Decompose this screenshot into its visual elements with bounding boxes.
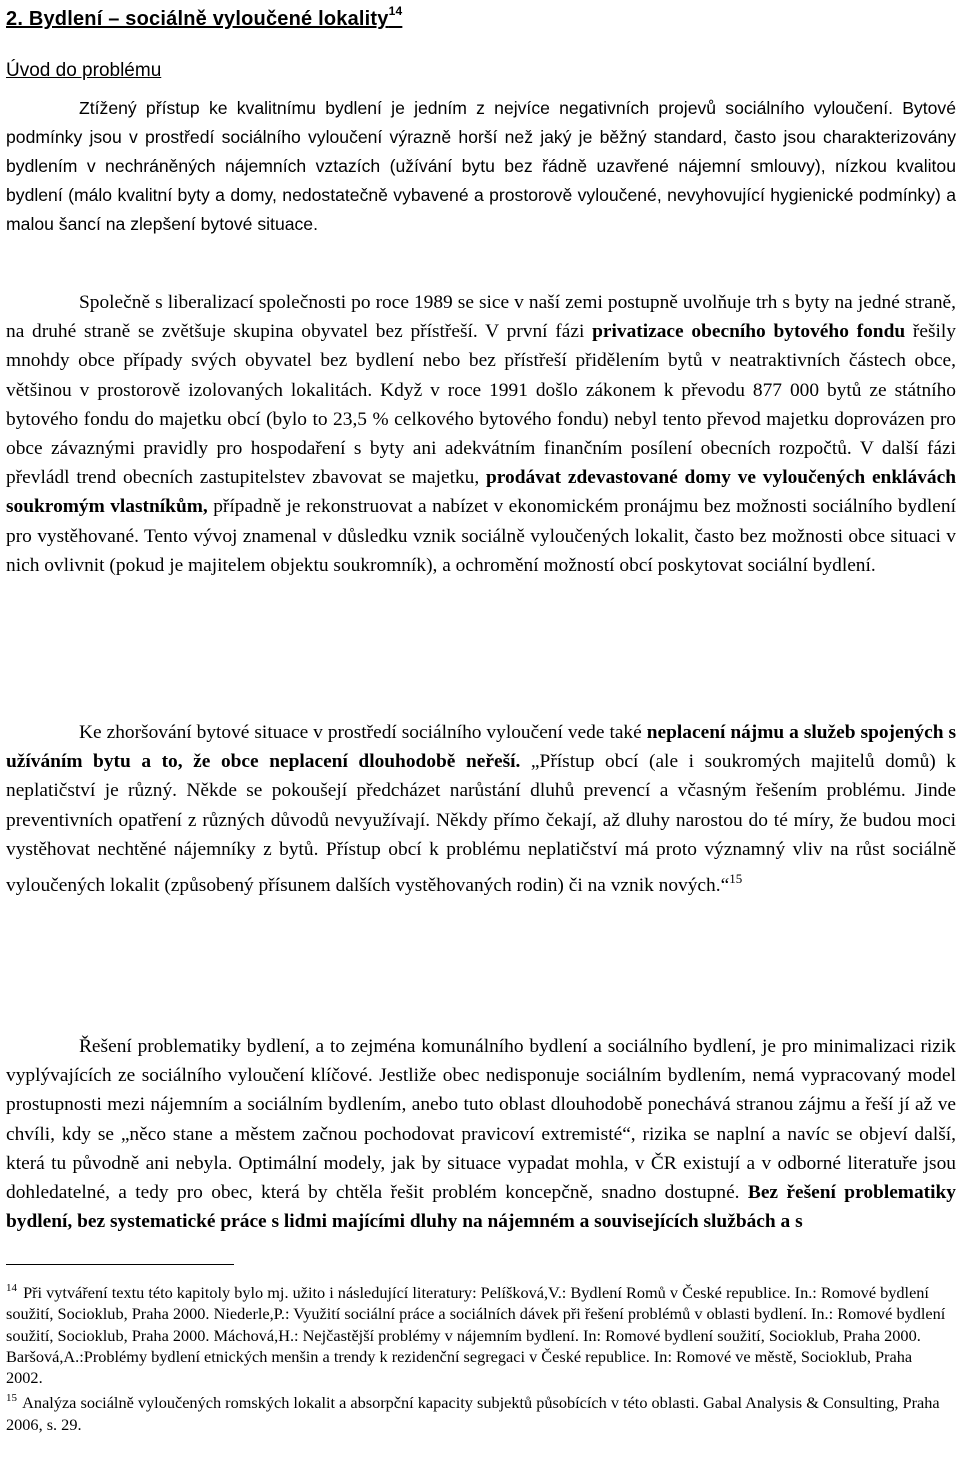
bold-phrase: neplacení nájmu a služeb spojených s užíváním bytu a to, že obce neplacení dlouhodobě neřeší. [6,722,957,773]
paragraph-solutions [6,1032,956,1236]
paragraph-text: případně je rekonstruovat a nabízet v ekonomickém pronájmu bez možnosti sociálního bydlení pro vystěhované. Tento vývoj znamenal v důsledku vznik sociálně vyloučených lokalit, často bez možnosti obce situaci v nich ovlivnit (pokud je majitelem objektu soukromník), a ochromění možností obcí poskytovat sociální bydlení. [6,496,956,576]
footnote-text: Při vytváření textu této kapitoly bylo mj. užito i následující literatury: Pelíšková,V.: Bydlení Romů v České republice. In.: Romové bydlení soužití, Socioklub, Praha 2000. Niederle,P.: Využití sociální práce a sociálních dávek při řešení problémů v oblasti bydlení. In.: Romové bydlení soužití, Socioklub, Praha 2000. Máchová,H.: Nejčastější problémy v nájemním bydlení. In: Romové bydlení soužití, Socioklub, Praha 2000. Baršová,A.:Problémy bydlení etnických menšin a trendy k rezidenční segregaci v České republice. In: Romové ve městě, Socioklub, Praha 2002. [6,1283,946,1388]
subheading: Úvod do problému [6,60,162,81]
footnote-mark: 14 [6,1282,17,1294]
footnotes [6,1278,952,1435]
paragraph-intro: Ztížený přístup ke kvalitnímu bydlení je jedním z nejvíce negativních projevů sociálního vyloučení. Bytové podmínky jsou v prostředí sociálního vyloučení výrazně horší než jaký je běžný standard, často jsou charakterizovány bydlením v nechráněných nájemních vztazích (užívání bytu bez řádně uzavřené nájemní smlouvy), nízkou kvalitou bydlení (málo kvalitní byty a domy, nedostatečně vybavené a prostorově vyloučené, nevyhovující hygienické podmínky) a malou šancí na zlepšení bytové situace. [6,98,956,234]
bold-phrase: privatizace obecního bytového fondu [592,321,906,343]
footnote-separator [6,1264,234,1265]
footnote-mark: 15 [6,1392,17,1405]
section-heading [6,4,402,31]
paragraph-text: „Přístup obcí (ale i soukromých majitelů domů) k neplatičství je různý. Někde se pokoušejí předcházet narůstání dluhů prevencí a včasným řešením problému. Jinde preventivních opatření z různých důvodů nevyužívají. Někdy přímo čekají, až dluhy narostou do té míry, že budou moci vystěhovat nechtěné nájemníky z bytů. Přístup obcí k problému neplatičství má proto významný vliv na růst sociálně vyloučených lokalit (způsobený přísunem dalších vystěhovaných rodin) či na vznik nových.“ [6,751,956,897]
footnote-15 [6,1388,952,1435]
footnote-ref-15: 15 [729,871,743,887]
paragraph-text: Společně s liberalizací společnosti po roce 1989 se sice v naší zemi postupně uvolňuje trh s byty na jedné straně, na druhé straně se zvětšuje skupina obyvatel bez přístřeší. V první fázi [6,292,956,343]
paragraph-liberalization [6,288,956,580]
paragraph-text: Řešení problematiky bydlení, a to zejména komunálního bydlení a sociálního bydlení, je pro minimalizaci rizik vyplývajících ze sociálního vyloučení klíčové. Jestliže obec nedisponuje sociálním bydlením, nemá vypracovaný model prostupnosti mezi nájemním a sociálním bydlením, anebo tuto oblast dlouhodobě ponechává stranou zájmu a řeší jí až ve chvíli, kdy se „něco stane a městem začnou pochodovat pravicoví extremisté“, rizika se naplní a navíc se objeví další, která tu původně ani nebyla. Optimální modely, jak by situace vypadat mohla, v ČR existují a v odborné literatuře jsou dohledatelné, a tedy pro obec, která by chtěla řešit problém koncepčně, snadno dostupné. [6,1036,956,1204]
footnote-text: Analýza sociálně vyloučených romských lokalit a absorpční kapacity subjektů působících v této oblasti. Gabal Analysis & Consulting, Praha 2006, s. 29. [6,1393,940,1434]
paragraph-text: Ke zhoršování bytové situace v prostředí sociálního vyloučení vede také [79,722,647,743]
paragraph-text: řešily mnohdy obce případy svých obyvatel bez bydlení nebo bez přístřeší přidělením bytů v neatraktivních částech obce, většinou v prostorově izolovaných lokalitách. Když v roce 1991 došlo zákonem k převodu 877 000 bytů ze státního bytového fondu do majetku obcí (bylo to 23,5 % celkového bytového fondu) nebyl tento převod majetku doprovázen pro obce závaznými pravidly pro hospodaření s byty ani adekvátním finančním posílení obecních rozpočtů. V další fázi převládl trend obecních zastupitelstev zbavovat se majetku, [6,321,956,489]
bold-phrase: Bez řešení problematiky bydlení, bez systematické práce s lidmi majícími dluhy na nájemném a souvisejících službách a s [6,1182,956,1233]
footnote-mark-14: 14 [388,4,403,18]
footnote-14 [6,1278,952,1388]
bold-phrase: prodávat zdevastované domy ve vyloučených enklávách soukromým vlastníkům, [6,467,956,518]
paragraph-rent-arrears [6,718,956,900]
section-heading-text: 2. Bydlení – sociálně vyloučené lokality [6,8,389,30]
